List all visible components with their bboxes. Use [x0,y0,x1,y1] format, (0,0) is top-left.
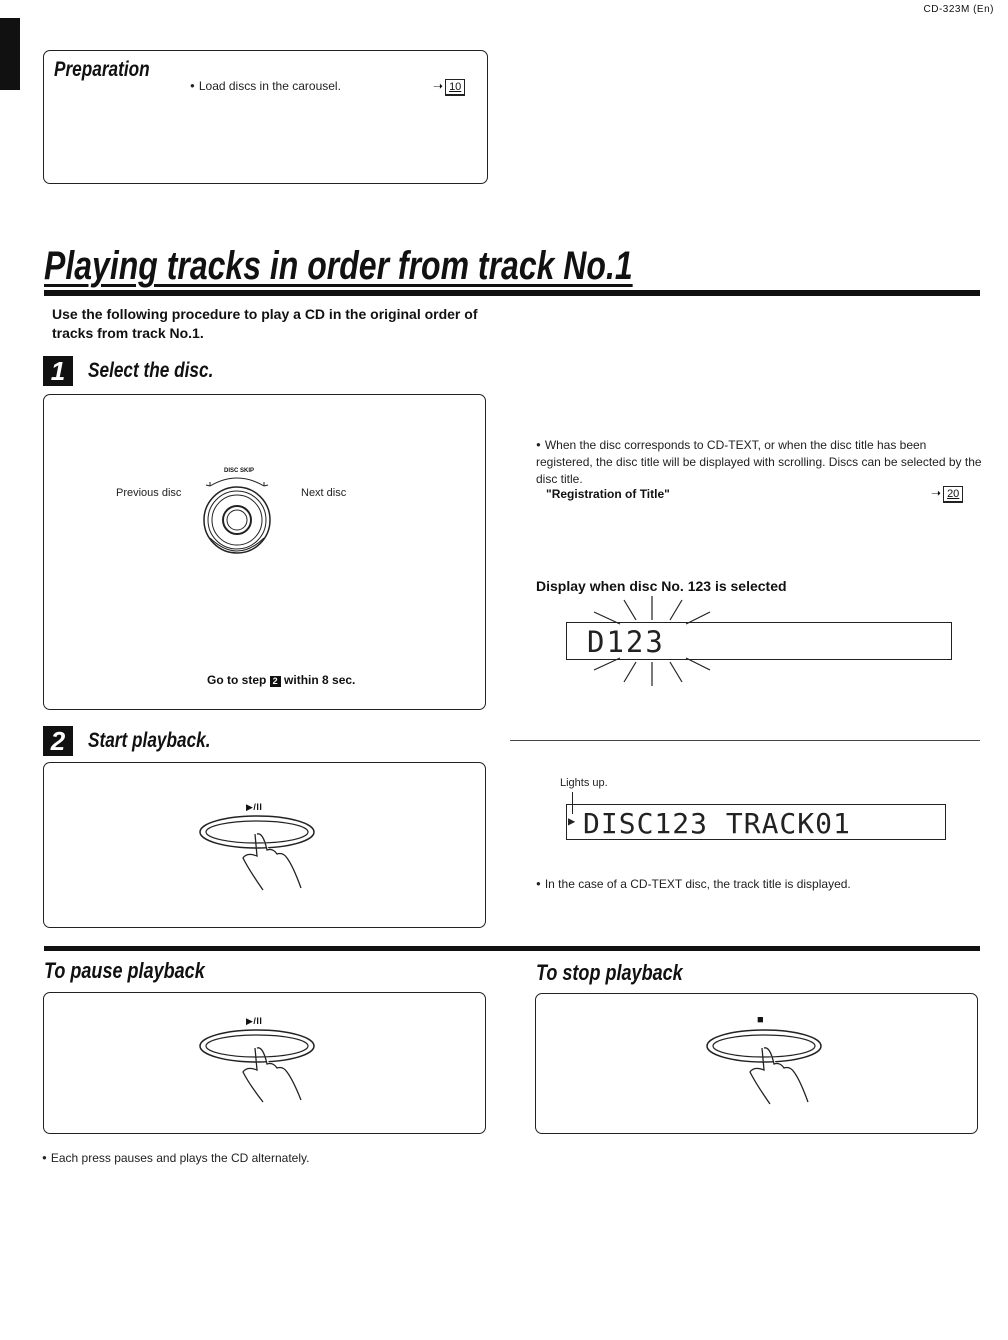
step2-badge: 2 [43,726,73,756]
pause-play-button[interactable] [197,1026,317,1106]
stop-button[interactable] [704,1026,824,1108]
step2-title: Start playback. [88,729,211,752]
previous-disc-label: Previous disc [116,487,182,499]
pause-note: ● Each press pauses and plays the CD alternately. [42,1151,309,1165]
display1-caption: Display when disc No. 123 is selected [536,578,787,594]
step1-note-before: Go to step [207,673,267,687]
stop-button-label: ■ [757,1014,765,1026]
disc-skip-knob-label: DISC SKIP [224,468,255,474]
play-pause-label: ▶/II [246,802,263,812]
display2-note: ● In the case of a CD-TEXT disc, the track title is displayed. [536,877,851,891]
step1-title: Select the disc. [88,359,214,382]
lights-up-caption: Lights up. [560,777,608,789]
bottom-rule [44,946,980,951]
page-ref-number: 10 [445,79,465,96]
preparation-text: ● Load discs in the carousel. [190,79,341,93]
play-pause-button[interactable] [197,812,317,894]
step1-badge: 1 [43,356,73,386]
display2-lcd [566,804,946,840]
title-rule [44,290,980,296]
arrow-right-icon: ➝ [433,79,444,93]
step1-note-after: within 8 sec. [284,673,356,687]
preparation-title: Preparation [54,58,150,81]
play-indicator-icon: ▶ [568,814,576,828]
blink-rays-bottom [590,656,720,686]
arrow-right-icon: ➝ [931,486,942,500]
display2-lcd-text: DISC123 TRACK01 [583,807,851,840]
model-code: CD-323M (En) [923,4,994,15]
side-tab-marker [0,18,20,90]
disc-skip-knob[interactable] [196,472,278,562]
preparation-page-ref [433,77,465,96]
display1-lcd-text: D123 [587,625,665,659]
step1-note-step-badge: 2 [270,676,281,687]
cd-text-note: ● When the disc corresponds to CD-TEXT, or when the disc title has been registered, the disc title will be displayed with scrolling. Discs can be selected by the disc title. [536,436,982,488]
display1-lcd [566,622,952,660]
cd-text-page-ref [931,484,963,503]
intro-text: Use the following procedure to play a CD in the original order of tracks from track No.1. [52,306,478,341]
page-ref-number: 20 [943,486,963,503]
pause-title: To pause playback [44,958,205,983]
registration-title-ref: "Registration of Title" [546,487,670,501]
page-title: Playing tracks in order from track No.1 [44,244,633,288]
stop-title: To stop playback [536,960,683,985]
step1-note [207,673,355,687]
next-disc-label: Next disc [301,487,347,499]
pause-button-label: ▶/II [246,1016,263,1026]
right-column-divider [510,740,980,741]
